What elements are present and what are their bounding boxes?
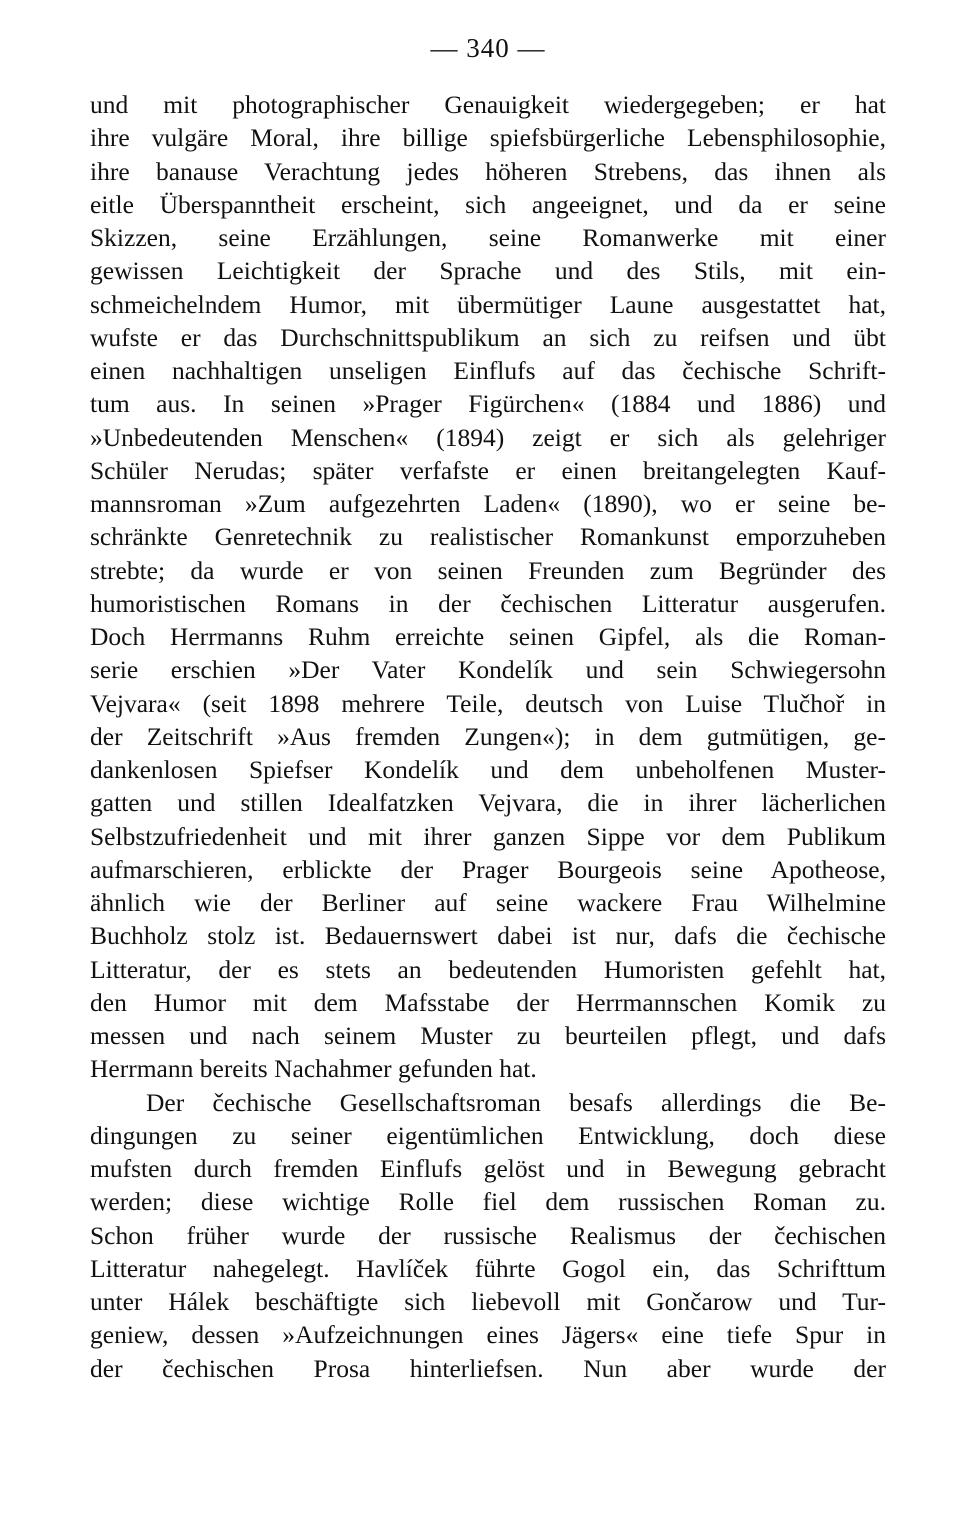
text-line: wufste er das Durchschnittspublikum an sich zu reifsen und übt [90,322,886,352]
body-text [90,88,886,1385]
text-line: Selbstzufriedenheit und mit ihrer ganzen Sippe vor dem Publikum [90,821,886,851]
text-line: strebte; da wurde er von seinen Freunden zum Begründer des [90,555,886,585]
text-line: schmeichelndem Humor, mit übermütiger Laune ausgestattet hat, [90,289,886,319]
text-line: Vejvara« (seit 1898 mehrere Teile, deutsch von Luise Tlučhoř in [90,688,886,718]
text-line: Schüler Nerudas; später verfafste er einen breitangelegten Kauf- [90,455,886,485]
text-line: geniew, dessen »Aufzeichnungen eines Jägers« eine tiefe Spur in [90,1320,886,1350]
text-line: Doch Herrmanns Ruhm erreichte seinen Gipfel, als die Roman- [90,622,886,651]
text-line: gewissen Leichtigkeit der Sprache und des Stils, mit ein- [90,256,886,286]
text-line: aufmarschieren, erblickte der Prager Bourgeois seine Apotheose, [90,854,886,884]
text-line: tum aus. In seinen »Prager Figürchen« (1884 und 1886) und [90,389,886,419]
text-line: Litteratur nahegelegt. Havlíček führte Gogol ein, das Schrifttum [90,1253,886,1283]
text-line: den Humor mit dem Mafsstabe der Herrmannschen Komik zu [90,987,886,1017]
text-line: ähnlich wie der Berliner auf seine wackere Frau Wilhelmine [90,888,886,917]
paragraph-end-line: Herrmann bereits Nachahmer gefunden hat. [90,1054,537,1084]
text-line: eitle Überspanntheit erscheint, sich angeeignet, und da er seine [90,189,886,219]
page-number: — 340 — [430,33,546,63]
text-line: Litteratur, der es stets an bedeutenden Humoristen gefehlt hat, [90,954,886,984]
text-line: ihre banause Verachtung jedes höheren Strebens, das ihnen als [90,156,886,186]
text-line: »Unbedeutenden Menschen« (1894) zeigt er sich als gelehriger [90,422,886,452]
text-line: einen nachhaltigen unseligen Einflufs auf das čechische Schrift- [90,356,886,385]
paragraph-start-line: Der čechische Gesellschaftsroman besafs allerdings die Be- [146,1087,886,1117]
text-line: Buchholz stolz ist. Bedauernswert dabei ist nur, dafs die čechische [90,921,886,951]
text-line: dingungen zu seiner eigentümlichen Entwicklung, doch diese [90,1120,886,1150]
text-line: der Zeitschrift »Aus fremden Zungen«); in dem gutmütigen, ge- [90,721,886,751]
text-line: mannsroman »Zum aufgezehrten Laden« (1890), wo er seine be- [90,489,886,518]
text-line: mufsten durch fremden Einflufs gelöst und in Bewegung gebracht [90,1154,886,1183]
text-line: ihre vulgäre Moral, ihre billige spiefsbürgerliche Lebensphilosophie, [90,123,886,153]
text-line: unter Hálek beschäftigte sich liebevoll mit Gončarow und Tur- [90,1287,886,1316]
text-line: schränkte Genretechnik zu realistischer Romankunst emporzuheben [90,522,886,552]
text-line: humoristischen Romans in der čechischen Litteratur ausgerufen. [90,588,886,618]
text-line: Schon früher wurde der russische Realismus der čechischen [90,1220,886,1250]
text-line: und mit photographischer Genauigkeit wiedergegeben; er hat [90,90,886,119]
text-line: der čechischen Prosa hinterliefsen. Nun aber wurde der [90,1353,886,1383]
text-line: serie erschien »Der Vater Kondelík und sein Schwiegersohn [90,655,886,685]
text-line: gatten und stillen Idealfatzken Vejvara, die in ihrer lächerlichen [90,788,886,818]
text-line: Skizzen, seine Erzählungen, seine Romanwerke mit einer [90,223,886,252]
text-line: messen und nach seinem Muster zu beurteilen pflegt, und dafs [90,1021,886,1050]
text-line: dankenlosen Spiefser Kondelík und dem unbeholfenen Muster- [90,755,886,784]
text-line: werden; diese wichtige Rolle fiel dem russischen Roman zu. [90,1187,886,1217]
